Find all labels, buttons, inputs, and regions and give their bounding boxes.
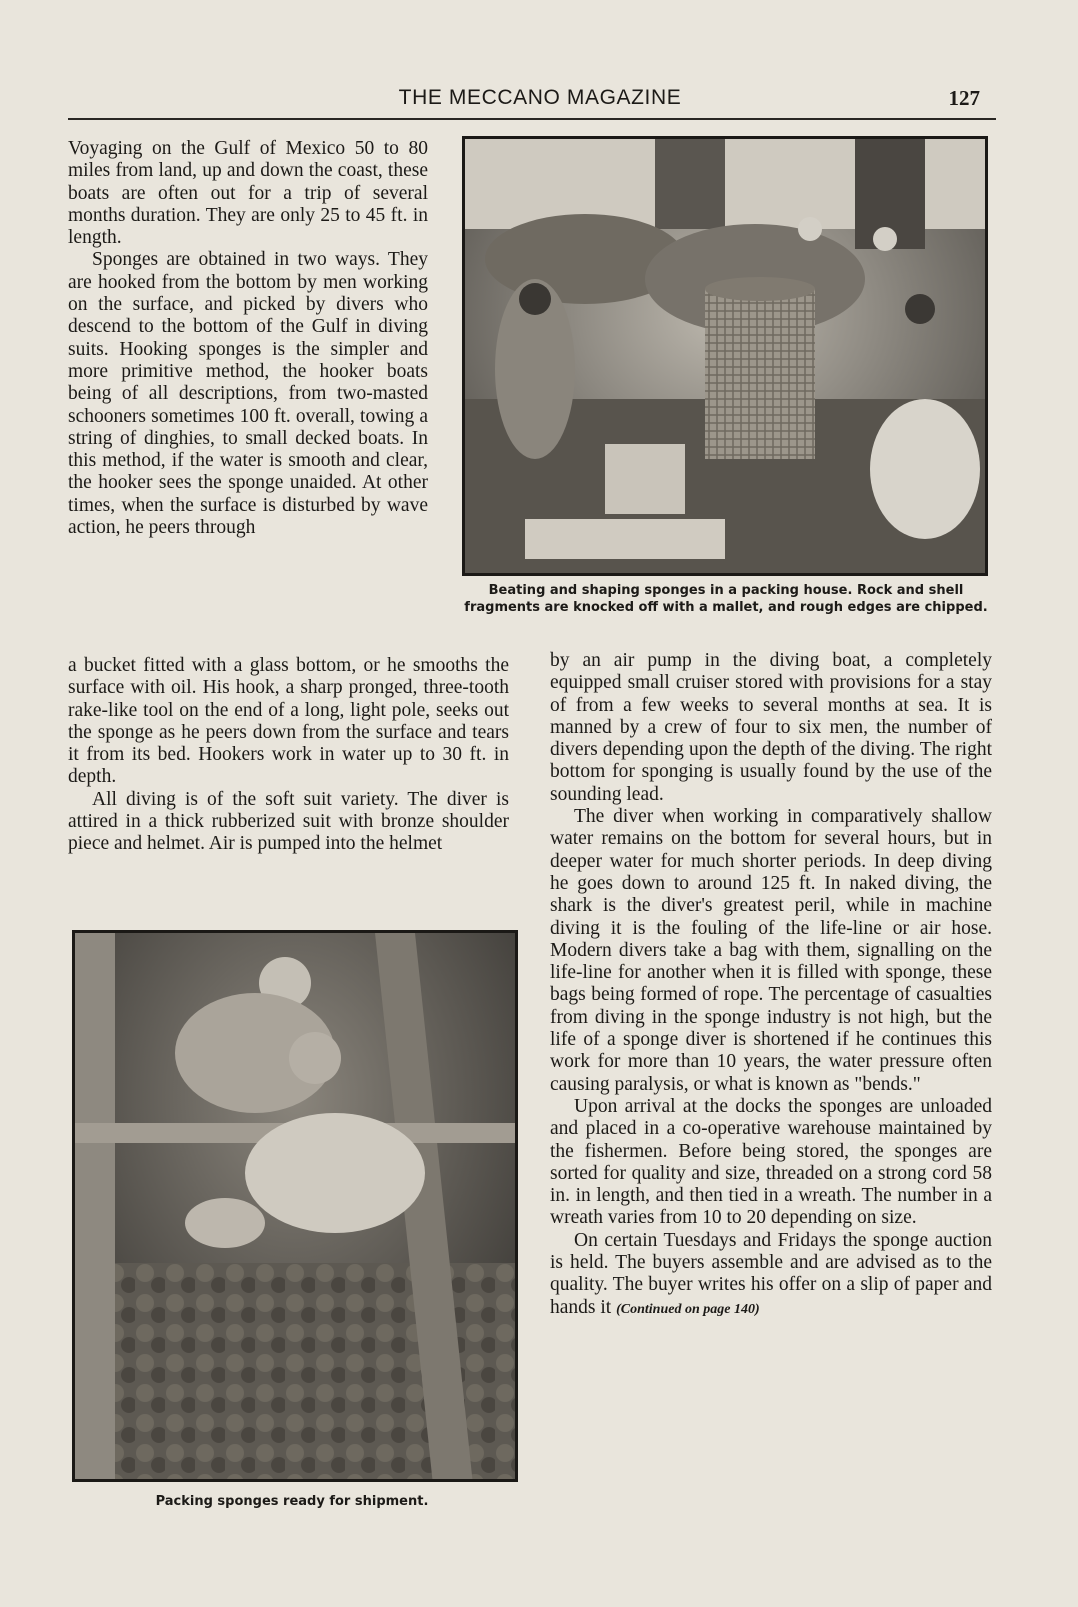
column-left-middle xyxy=(68,655,509,856)
magazine-title: THE MECCANO MAGAZINE xyxy=(398,86,682,109)
column-right xyxy=(550,650,992,1321)
paragraph-text: On certain Tuesdays and Fridays the sponge auction is held. The buyers assemble and are advised as to the quality. The buyer writes his offer on a slip of paper and hands it xyxy=(550,1229,992,1318)
packing-sponges-photo xyxy=(72,930,518,1482)
header-rule xyxy=(68,118,996,120)
top-photo-caption: Beating and shaping sponges in a packing house. Rock and shell fragments are knocked off with a mallet, and rough edges are chipped. xyxy=(464,583,988,615)
paragraph: Sponges are obtained in two ways. They are hooked from the bottom by men working on the surface, and picked by divers who descend to the bottom of the Gulf in diving suits. Hooking sponges is the simpler and more primitive method, the hooker boats being of all descriptions, from two-masted schooners sometimes 100 ft. overall, towing a string of dinghies, to small decked boats. In this method, if the water is smooth and clear, the hooker sees the sponge unaided. At other times, when the surface is disturbed by wave action, he peers through xyxy=(68,249,428,539)
paragraph: The diver when working in comparatively shallow water remains on the bottom for several hours, but in deeper water for much shorter periods. In deep diving he goes down to around 125 ft. In naked diving, the shark is the diver's greatest peril, while in machine diving it is the fouling of the life-line or air hose. Modern divers take a bag with them, signalling on the life-line for another when it is filled with sponge, these bags being formed of rope. The percentage of casualties from diving in the sponge industry is not high, but the life of a sponge diver is shortened if he continues this work for more than 10 years, the water pressure often causing paralysis, or what is known as "bends." xyxy=(550,806,992,1095)
paragraph: by an air pump in the diving boat, a completely equipped small cruiser stored with provisions for a stay of from a few weeks to several months at sea. It is manned by a crew of four to six men, the number of divers depending upon the depth of the diving. The right bottom for sponging is usually found by the use of the sounding lead. xyxy=(550,650,992,805)
continuation-note: (Continued on page 140) xyxy=(616,1301,760,1317)
paragraph: Upon arrival at the docks the sponges are unloaded and placed in a co-operative warehouse maintained by the fishermen. Before being stored, the sponges are sorted for quality and size, threaded on a strong cord 58 in. in length, and then tied in a wreath. The number in a wreath varies from 10 to 20 depending on size. xyxy=(550,1095,992,1229)
column-left-upper xyxy=(68,138,428,539)
paragraph xyxy=(550,1230,992,1321)
packing-sponges-image xyxy=(75,933,515,1479)
page-number: 127 xyxy=(948,86,980,110)
packing-house-image xyxy=(465,139,985,573)
packing-house-photo xyxy=(462,136,988,576)
paragraph: Voyaging on the Gulf of Mexico 50 to 80 miles from land, up and down the coast, these boats are often out for a trip of several months duration. They are only 25 to 45 ft. in length. xyxy=(68,138,428,249)
paragraph: a bucket fitted with a glass bottom, or he smooths the surface with oil. His hook, a sharp pronged, three-tooth rake-like tool on the end of a long, light pole, seeks out the sponge as he peers down from the surface and tears it from its bed. Hookers work in water up to 30 ft. in depth. xyxy=(68,655,509,788)
paragraph: All diving is of the soft suit variety. The diver is attired in a thick rubberized suit with bronze shoulder piece and helmet. Air is pumped into the helmet xyxy=(68,788,509,855)
bottom-photo-caption: Packing sponges ready for shipment. xyxy=(155,1494,429,1509)
